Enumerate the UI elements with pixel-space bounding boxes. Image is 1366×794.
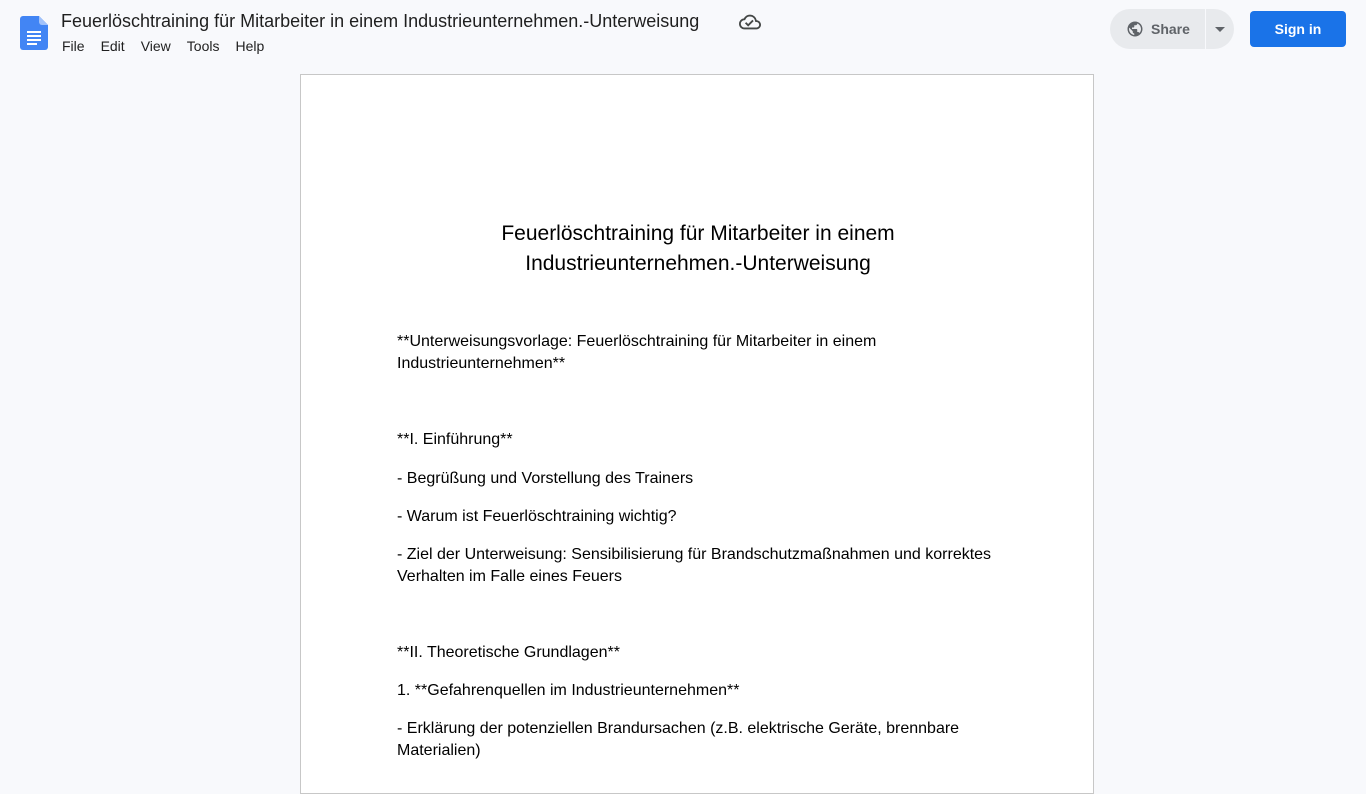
app-header (0, 0, 1366, 64)
document-heading (301, 219, 1095, 279)
docs-logo-icon[interactable] (20, 16, 48, 50)
paragraph-item: - Begrüßung und Vorstellung des Trainers (397, 470, 694, 487)
menu-file[interactable]: File (62, 38, 85, 54)
paragraph-item: - Ziel der Unterweisung: Sensibilisierung für Brandschutzmaßnahmen und korrektes Verhalten im Falle eines Feuers (397, 546, 992, 585)
paragraph-section-2: **II. Theoretische Grundlagen** (397, 644, 620, 661)
paragraph-intro-title: **Unterweisungsvorlage: Feuerlöschtraining für Mitarbeiter in einem Industrieunternehmen** (397, 333, 877, 372)
heading-line-2: Industrieunternehmen.-Unterweisung (525, 252, 871, 275)
menu-edit[interactable]: Edit (100, 38, 125, 54)
paragraph-item: - Erklärung der potenziellen Brandursachen (z.B. elektrische Geräte, brennbare Materialien) (397, 720, 960, 759)
menu-tools[interactable]: Tools (186, 38, 220, 54)
globe-icon (1126, 20, 1144, 38)
cloud-saved-icon[interactable] (739, 11, 761, 33)
sign-in-button[interactable]: Sign in (1250, 11, 1346, 47)
paragraph-subsection: 1. **Gefahrenquellen im Industrieunternehmen** (397, 682, 740, 699)
share-button[interactable] (1110, 9, 1192, 49)
share-options-button[interactable] (1206, 9, 1235, 49)
paragraph-item: - Warum ist Feuerlöschtraining wichtig? (397, 508, 677, 525)
share-label: Share (1151, 21, 1190, 37)
paragraph-section-1: **I. Einführung** (397, 431, 513, 448)
menu-view[interactable]: View (140, 38, 171, 54)
document-page[interactable] (300, 74, 1094, 794)
menu-help[interactable]: Help (235, 38, 265, 54)
share-button-group (1110, 9, 1234, 49)
caret-down-icon (1215, 27, 1225, 32)
menu-bar (54, 36, 272, 56)
heading-line-1: Feuerlöschtraining für Mitarbeiter in einem (501, 222, 895, 245)
document-title[interactable]: Feuerlöschtraining für Mitarbeiter in einem Industrieunternehmen.-Unterweisung (61, 11, 700, 31)
